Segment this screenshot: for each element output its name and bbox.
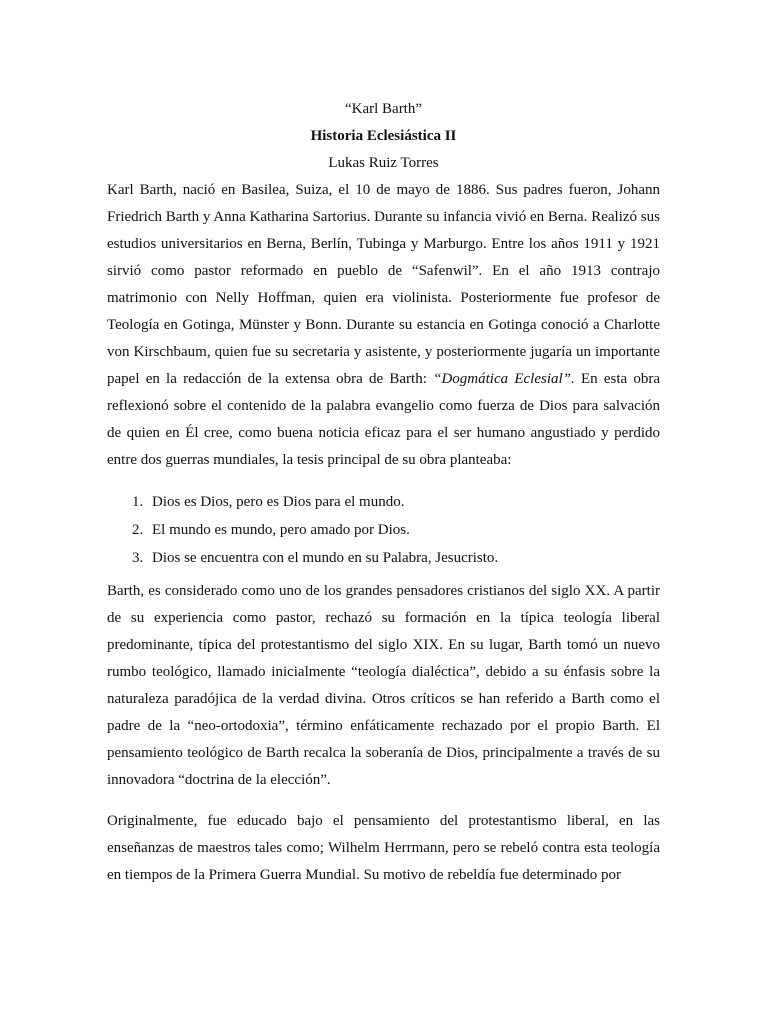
- biography-paragraph: [107, 177, 660, 474]
- course-heading: Historia Eclesiástica II: [310, 128, 457, 144]
- list-text: Dios es Dios, pero es Dios para el mundo.: [152, 494, 405, 510]
- list-item: [132, 488, 660, 516]
- author-name: Lukas Ruiz Torres: [328, 155, 439, 171]
- list-text: El mundo es mundo, pero amado por Dios.: [152, 522, 410, 538]
- biography-text: Karl Barth, nació en Basilea, Suiza, el 10 de mayo de 1886. Sus padres fueron, Johann Friedrich Barth y Anna Katharina Sartorius. Durante su infancia vivió en Berna. Realizó sus estudios universitarios en Berna, Berlín, Tubinga y Marburgo. Entre los años 1911 y 1921 sirvió como pastor reformado en pueblo de “Safenwil”. En el año 1913 contrajo matrimonio con Nelly Hoffman, quien era violinista. Posteriormente fue profesor de Teología en Gotinga, Münster y Bonn. Durante su estancia en Gotinga conoció a Charlotte von Kirschbaum, quien fue su secretaria y asistente, y posteriormente jugaría un importante papel en la redacción de la extensa obra de Barth:: [107, 182, 660, 387]
- document-page: [107, 96, 660, 889]
- biography-text-continued: En esta obra reflexionó sobre el contenido de la palabra evangelio como fuerza de Dios para salvación de quien en Él cree, como buena noticia eficaz para el ser humano angustiado y perdido entre dos guerras mundiales, la tesis principal de su obra planteaba:: [107, 371, 661, 468]
- thesis-list: [107, 488, 660, 572]
- influence-paragraph: Barth, es considerado como uno de los grandes pensadores cristianos del siglo XX. A partir de su experiencia como pastor, rechazó su formación en la típica teología liberal predominante, típica del protestantismo del siglo XIX. En su lugar, Barth tomó un nuevo rumbo teológico, llamado inicialmente “teología dialéctica”, debido a su énfasis sobre la naturaleza paradójica de la verdad divina. Otros críticos se han referido a Barth como el padre de la “neo-ortodoxia”, término enfáticamente rechazado por el propio Barth. El pensamiento teológico de Barth recalca la soberanía de Dios, principalmente a través de su innovadora “doctrina de la elección”.: [107, 583, 660, 788]
- list-text: Dios se encuentra con el mundo en su Palabra, Jesucristo.: [152, 550, 499, 566]
- list-number: 3.: [132, 550, 144, 566]
- education-paragraph: Originalmente, fue educado bajo el pensamiento del protestantismo liberal, en las enseñanzas de maestros tales como; Wilhelm Herrmann, pero se rebeló contra esta teología en tiempos de la Primera Guerra Mundial. Su motivo de rebeldía fue determinado por: [107, 813, 660, 883]
- list-item: [132, 544, 660, 572]
- work-title-italic: “Dogmática Eclesial”.: [433, 371, 575, 387]
- list-number: 2.: [132, 522, 144, 538]
- document-title: “Karl Barth”: [344, 101, 423, 117]
- list-number: 1.: [132, 494, 144, 510]
- list-item: [132, 516, 660, 544]
